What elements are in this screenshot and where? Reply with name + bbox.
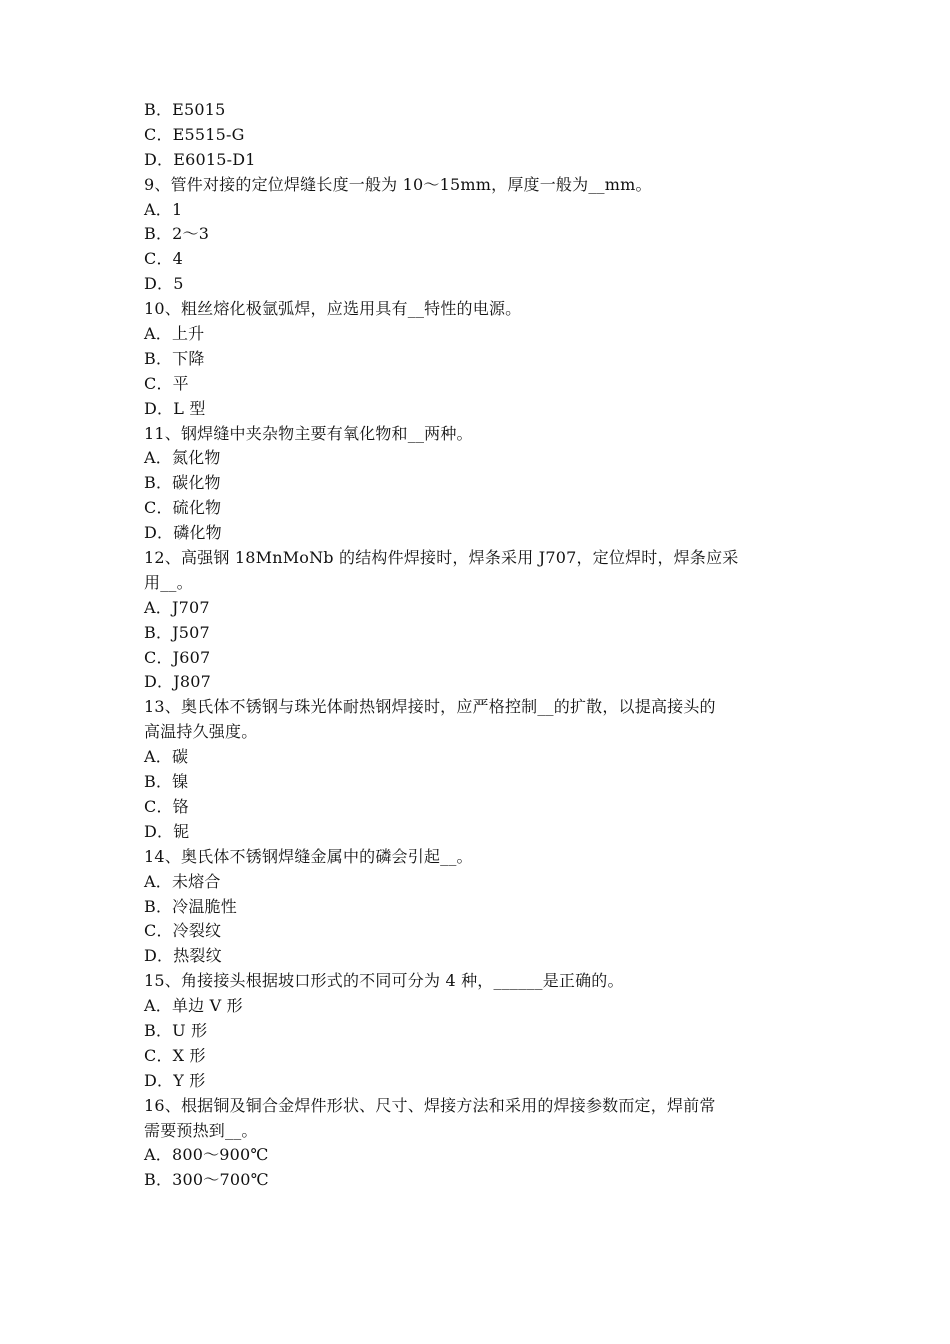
option-line: C．硫化物 — [144, 498, 222, 518]
option-line: B．碳化物 — [144, 473, 221, 493]
option-line: D．Y 形 — [144, 1070, 206, 1090]
question-line-continued: 用__。 — [144, 572, 193, 592]
option-line: B．J507 — [144, 622, 210, 642]
option-line: A．1 — [144, 199, 183, 219]
option-line: D．磷化物 — [144, 523, 222, 543]
option-line: D．铌 — [144, 821, 190, 841]
option-line: D．E6015-D1 — [144, 149, 256, 169]
option-line: D．热裂纹 — [144, 946, 222, 966]
option-line: A．上升 — [144, 324, 205, 344]
question-line-continued: 高温持久强度。 — [144, 722, 258, 742]
option-line: A．J707 — [144, 597, 210, 617]
question-line-continued: 需要预热到__。 — [144, 1120, 258, 1140]
option-line: A．未熔合 — [144, 871, 221, 891]
option-line: D．J807 — [144, 672, 211, 692]
option-line: B．冷温脆性 — [144, 896, 237, 916]
option-line: A．氮化物 — [144, 448, 221, 468]
option-line: C．X 形 — [144, 1045, 206, 1065]
option-line: A．单边 V 形 — [144, 996, 243, 1016]
question-line: 9、管件对接的定位焊缝长度一般为 10～15mm，厚度一般为__mm。 — [144, 174, 652, 194]
question-line: 12、高强钢 18MnMoNb 的结构件焊接时，焊条采用 J707，定位焊时，焊条应采 — [144, 548, 739, 568]
option-line: A．800～900℃ — [144, 1145, 269, 1165]
option-line: B．U 形 — [144, 1020, 208, 1040]
option-line: B．300～700℃ — [144, 1170, 269, 1190]
question-line: 10、粗丝熔化极氩弧焊，应选用具有__特性的电源。 — [144, 299, 522, 319]
option-line: B．E5015 — [144, 100, 226, 119]
question-line: 15、角接接头根据坡口形式的不同可分为 4 种，______是正确的。 — [144, 971, 624, 991]
option-line: B．2～3 — [144, 224, 210, 244]
option-line: D．5 — [144, 274, 184, 294]
document-page — [144, 98, 820, 1193]
option-line: B．下降 — [144, 348, 205, 368]
option-line: C．铬 — [144, 796, 189, 816]
question-line: 14、奥氏体不锈钢焊缝金属中的磷会引起__。 — [144, 846, 473, 866]
question-line: 13、奥氏体不锈钢与珠光体耐热钢焊接时，应严格控制__的扩散，以提高接头的 — [144, 697, 716, 717]
option-line: B．镍 — [144, 772, 189, 792]
option-line: C．E5515-G — [144, 124, 245, 144]
question-line: 16、根据铜及铜合金焊件形状、尺寸、焊接方法和采用的焊接参数而定，焊前常 — [144, 1095, 716, 1115]
option-line: C．4 — [144, 249, 184, 269]
option-line: C．冷裂纹 — [144, 921, 222, 941]
question-line: 11、钢焊缝中夹杂物主要有氧化物和__两种。 — [144, 423, 473, 443]
option-line: D．L 型 — [144, 398, 206, 418]
option-line: A．碳 — [144, 747, 189, 767]
option-line: C．J607 — [144, 647, 211, 667]
option-line: C．平 — [144, 373, 189, 393]
